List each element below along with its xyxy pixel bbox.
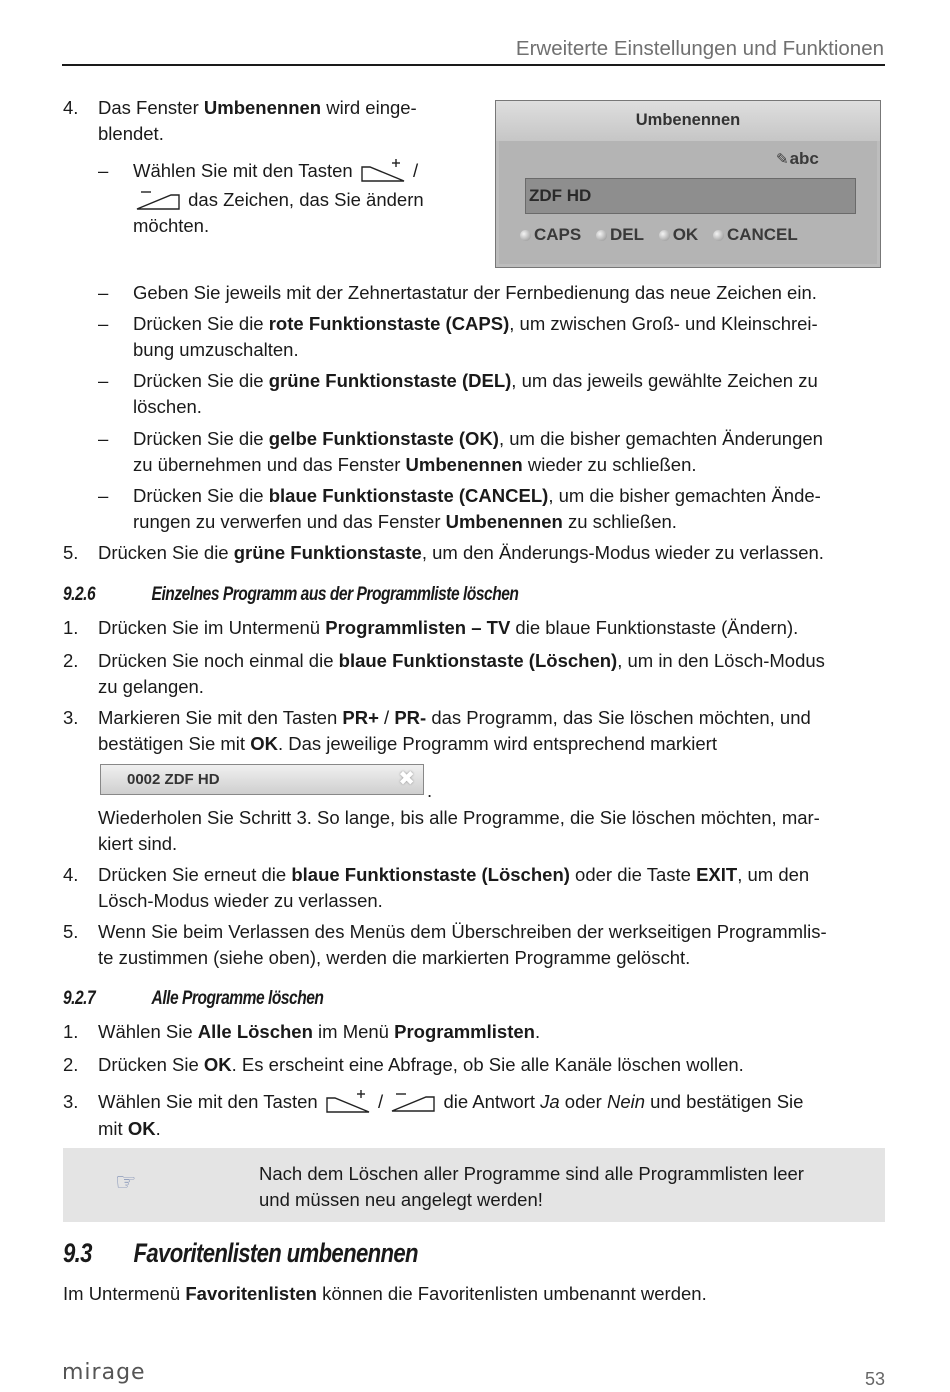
ch-up-key-icon: [323, 1090, 373, 1116]
section-heading-9-3: 9.3 Favoritenlisten umbenennen: [63, 1238, 418, 1268]
cancel-button[interactable]: CANCEL: [713, 225, 798, 244]
blue-dot-icon: [713, 230, 724, 241]
running-header: Erweiterte Einstellungen und Funktionen: [515, 37, 884, 60]
step-number: 5.: [63, 921, 79, 942]
dash-bullet: –: [98, 313, 109, 334]
step-text: Drücken Sie im Untermenü Programmlisten – TV die blaue Funktionstaste (Ändern).: [98, 617, 799, 638]
bullet-text: Drücken Sie die rote Funktionstaste (CAPS), um zwischen Groß- und Kleinschrei-: [133, 313, 818, 334]
dash-bullet: –: [98, 428, 109, 449]
sub-step-text: Wählen Sie mit den Tasten /: [133, 158, 463, 185]
sub-step-text: das Zeichen, das Sie ändern: [133, 187, 463, 213]
rename-input[interactable]: ZDF HD: [525, 178, 856, 214]
step-text: Wiederholen Sie Schritt 3. So lange, bis alle Programme, die Sie löschen möchten, mar-: [98, 807, 820, 828]
step-text: Drücken Sie noch einmal die blaue Funktionstaste (Löschen), um in den Lösch-Modus: [98, 650, 825, 671]
yellow-dot-icon: [659, 230, 670, 241]
step-number: 1.: [63, 1021, 79, 1042]
bullet-text: löschen.: [133, 396, 202, 417]
note-box: [63, 1148, 885, 1222]
input-mode-indicator: ✎abc: [776, 149, 819, 168]
bullet-text: zu übernehmen und das Fenster Umbenennen wieder zu schließen.: [133, 454, 697, 475]
sub-step-text: möchten.: [133, 215, 210, 236]
paragraph-text: Im Untermenü Favoritenlisten können die Favoritenlisten umbenannt werden.: [63, 1283, 707, 1304]
bullet-text: Geben Sie jeweils mit der Zehnertastatur der Fernbedienung das neue Zeichen ein.: [133, 282, 817, 303]
dash-bullet: –: [98, 160, 109, 181]
bullet-text: Drücken Sie die blaue Funktionstaste (CANCEL), um die bisher gemachten Ände-: [133, 485, 821, 506]
step-text: Drücken Sie erneut die blaue Funktionstaste (Löschen) oder die Taste EXIT, um den: [98, 864, 810, 885]
bullet-text: rungen zu verwerfen und das Fenster Umbenennen zu schließen.: [133, 511, 677, 532]
step-number: 4.: [63, 864, 79, 885]
step-number: 3.: [63, 1091, 79, 1112]
step-text: Das Fenster Umbenennen wird einge-: [98, 97, 417, 118]
step-text: mit OK.: [98, 1118, 161, 1139]
note-text: Nach dem Löschen aller Programme sind alle Programmlisten leer und müssen neu angelegt werden!: [259, 1163, 804, 1210]
step-text: blendet.: [98, 123, 164, 144]
page-number: 53: [864, 1369, 885, 1389]
step-text: Wählen Sie Alle Löschen im Menü Programmlisten.: [98, 1021, 541, 1042]
step-text: zu gelangen.: [98, 676, 204, 697]
dialog-button-row: [520, 222, 808, 248]
section-heading-9-2-6: 9.2.6 Einzelnes Programm aus der Programmliste löschen: [63, 584, 519, 605]
step-text: Lösch-Modus wieder zu verlassen.: [98, 890, 383, 911]
step-text: te zustimmen (siehe oben), werden die markierten Programme gelöscht.: [98, 947, 691, 968]
step-text: Drücken Sie die grüne Funktionstaste, um den Änderungs-Modus wieder zu verlassen.: [98, 542, 824, 563]
step-number: 4.: [63, 97, 79, 118]
step-text: kiert sind.: [98, 833, 178, 854]
step-text: bestätigen Sie mit OK. Das jeweilige Programm wird entsprechend markiert: [98, 733, 717, 754]
step-number: 1.: [63, 617, 79, 638]
header-rule: [62, 64, 885, 66]
marked-channel-entry: 0002 ZDF HD ✖: [100, 764, 424, 795]
caps-button[interactable]: CAPS: [520, 225, 581, 244]
section-heading-9-2-7: 9.2.7 Alle Programme löschen: [63, 988, 324, 1009]
step-number: 5.: [63, 542, 79, 563]
step-text: Drücken Sie OK. Es erscheint eine Abfrage, ob Sie alle Kanäle löschen wollen.: [98, 1054, 744, 1075]
ch-up-key-icon: [358, 159, 408, 185]
step-number: 3.: [63, 707, 79, 728]
step-number: 2.: [63, 650, 79, 671]
step-text: Wählen Sie mit den Tasten / die Antwort Ja oder Nein und bestätigen Sie: [98, 1089, 888, 1116]
dash-bullet: –: [98, 282, 109, 303]
dialog-title: Umbenennen: [496, 101, 880, 141]
bullet-text: Drücken Sie die grüne Funktionstaste (DEL), um das jeweils gewählte Zeichen zu: [133, 370, 818, 391]
del-button[interactable]: DEL: [596, 225, 644, 244]
step-number: 2.: [63, 1054, 79, 1075]
step-text: Wenn Sie beim Verlassen des Menüs dem Überschreiben der werkseitigen Programmlis-: [98, 921, 827, 942]
ch-down-key-icon: [388, 1091, 438, 1115]
brand-logo: mirage: [62, 1360, 146, 1385]
bullet-text: bung umzuschalten.: [133, 339, 299, 360]
pencil-icon: ✎: [776, 151, 789, 168]
dash-bullet: –: [98, 370, 109, 391]
period: .: [427, 780, 433, 801]
dash-bullet: –: [98, 485, 109, 506]
pointing-hand-icon: ☞: [115, 1169, 137, 1196]
green-dot-icon: [596, 230, 607, 241]
ok-button[interactable]: OK: [659, 225, 699, 244]
ch-down-key-icon: [133, 189, 183, 213]
step-text: Markieren Sie mit den Tasten PR+ / PR- das Programm, das Sie löschen möchten, und: [98, 707, 811, 728]
bullet-text: Drücken Sie die gelbe Funktionstaste (OK), um die bisher gemachten Änderungen: [133, 428, 823, 449]
delete-mark-icon: ✖: [398, 768, 415, 790]
red-dot-icon: [520, 230, 531, 241]
